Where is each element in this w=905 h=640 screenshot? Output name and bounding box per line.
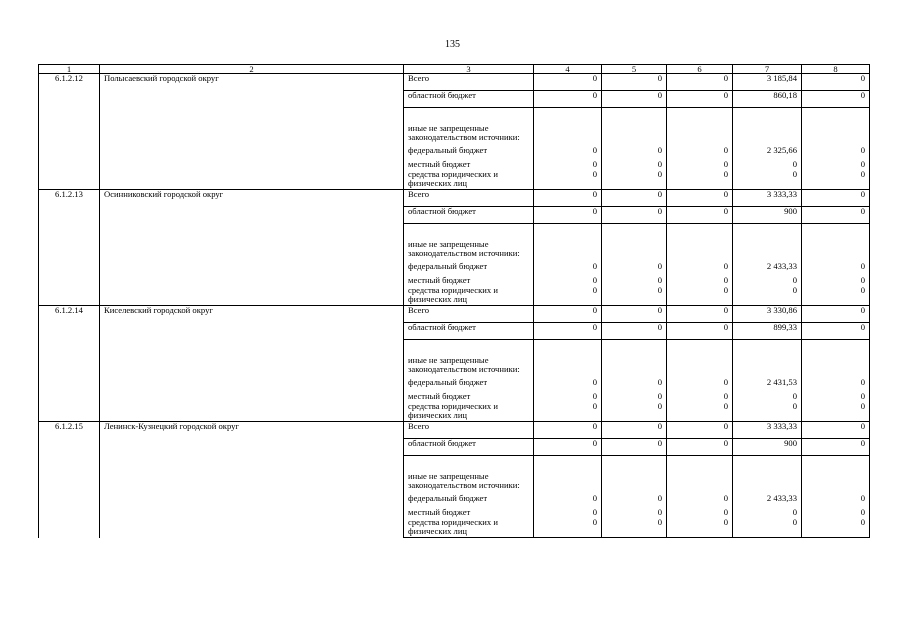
funding-source-label: областной бюджет [404,91,534,108]
table-cell: 0 [802,456,870,504]
table-cell: 0 [667,439,733,456]
column-header: 2 [100,65,404,74]
table-cell: 0 [534,190,602,207]
funding-source-label: областной бюджет [404,207,534,224]
municipality-name: Киселевский городской округ [100,306,404,422]
table-cell: 0 [733,388,802,402]
column-header: 5 [602,65,667,74]
table-cell: 0 [602,156,667,170]
table-cell: 0 [602,74,667,91]
table-cell: 0 [667,156,733,170]
other-sources-label: иные не запрещенные законодательством источники: [408,470,520,491]
table-cell: 0 [667,388,733,402]
funding-source-label: средства юридических и физических лиц [404,286,534,306]
table-cell: 0 [667,190,733,207]
table-cell: 0 [667,272,733,286]
table-cell: 900 [733,439,802,456]
table-cell: 0 [534,272,602,286]
table-cell: 2 431,53 [733,340,802,388]
table-cell: 2 325,66 [733,108,802,156]
table-cell: 0 [667,340,733,388]
table-cell: 0 [802,422,870,439]
table-cell: 0 [667,504,733,518]
table-cell: 0 [534,402,602,422]
table-cell: 0 [534,340,602,388]
table-cell: 900 [733,207,802,224]
table-cell: 0 [733,518,802,538]
table-cell: 0 [802,74,870,91]
table-row [39,422,870,439]
table-cell: 0 [802,402,870,422]
municipality-name: Полысаевский городской округ [100,74,404,190]
table-cell: 0 [534,108,602,156]
table-cell: 0 [802,286,870,306]
federal-budget-label: федеральный бюджет [408,144,488,155]
table-cell: 3 333,33 [733,422,802,439]
column-header: 3 [404,65,534,74]
table-cell: 0 [602,224,667,272]
table-cell: 899,33 [733,323,802,340]
table-cell: 0 [602,340,667,388]
table-cell: 0 [802,207,870,224]
table-cell: 0 [534,323,602,340]
table-cell: 0 [602,422,667,439]
budget-table [38,64,870,538]
table-cell: 0 [534,439,602,456]
column-header: 4 [534,65,602,74]
table-cell: 0 [667,207,733,224]
funding-source-label: местный бюджет [404,388,534,402]
funding-source-label: местный бюджет [404,156,534,170]
table-cell: 2 433,33 [733,456,802,504]
funding-source-label [404,456,534,504]
table-cell: 0 [802,224,870,272]
table-cell: 0 [602,207,667,224]
table-cell: 0 [667,306,733,323]
funding-source-label: местный бюджет [404,272,534,286]
table-cell: 0 [802,170,870,190]
table-cell: 0 [602,272,667,286]
table-cell: 0 [602,190,667,207]
table-cell: 0 [602,323,667,340]
row-code: 6.1.2.13 [39,190,100,306]
funding-source-label: Всего [404,74,534,91]
funding-source-label: Всего [404,422,534,439]
table-cell: 0 [802,156,870,170]
table-cell: 0 [534,518,602,538]
table-cell: 0 [534,504,602,518]
funding-source-label [404,108,534,156]
table-cell: 0 [534,286,602,306]
table-cell: 3 333,33 [733,190,802,207]
table-cell: 0 [667,456,733,504]
other-sources-label: иные не запрещенные законодательством источники: [408,354,520,375]
funding-source-label: Всего [404,190,534,207]
table-cell: 0 [802,108,870,156]
table-cell: 3 330,86 [733,306,802,323]
table-cell: 0 [534,74,602,91]
column-header: 6 [667,65,733,74]
municipality-name: Ленинск-Кузнецкий городской округ [100,422,404,538]
table-cell: 2 433,33 [733,224,802,272]
funding-source-label: средства юридических и физических лиц [404,170,534,190]
table-cell: 0 [534,91,602,108]
table-cell: 0 [602,456,667,504]
table-cell: 0 [602,518,667,538]
federal-budget-label: федеральный бюджет [408,260,488,271]
table-row [39,306,870,323]
table-cell: 0 [802,272,870,286]
table-cell: 0 [534,224,602,272]
table-cell: 0 [667,224,733,272]
funding-source-label: Всего [404,306,534,323]
table-cell: 0 [733,286,802,306]
table-cell: 0 [534,422,602,439]
table-cell: 0 [802,518,870,538]
table-cell: 0 [667,108,733,156]
table-cell: 0 [733,156,802,170]
table-cell: 860,18 [733,91,802,108]
table-cell: 0 [802,306,870,323]
row-code: 6.1.2.12 [39,74,100,190]
table-cell: 0 [667,402,733,422]
table-cell: 0 [667,422,733,439]
table-cell: 0 [802,190,870,207]
table-cell: 0 [534,456,602,504]
other-sources-label: иные не запрещенные законодательством источники: [408,122,520,143]
table-cell: 0 [602,306,667,323]
table-cell: 0 [534,170,602,190]
table-cell: 0 [602,504,667,518]
table-cell: 0 [667,170,733,190]
funding-source-label: средства юридических и физических лиц [404,518,534,538]
row-code: 6.1.2.15 [39,422,100,538]
funding-source-label: местный бюджет [404,504,534,518]
table-cell: 0 [733,402,802,422]
federal-budget-label: федеральный бюджет [408,376,488,387]
table-cell: 0 [534,207,602,224]
table-row [39,190,870,207]
table-cell: 0 [802,91,870,108]
table-cell: 0 [802,388,870,402]
table-cell: 0 [733,504,802,518]
table-row [39,74,870,91]
funding-source-label [404,224,534,272]
table-cell: 0 [802,504,870,518]
table-cell: 0 [733,170,802,190]
column-header: 8 [802,65,870,74]
table-cell: 0 [602,91,667,108]
table-body [39,74,870,538]
table-cell: 0 [602,388,667,402]
funding-source-label: областной бюджет [404,323,534,340]
table-cell: 0 [802,340,870,388]
table-cell: 0 [534,306,602,323]
table-cell: 0 [534,388,602,402]
funding-source-label [404,340,534,388]
municipality-name: Осинниковский городской округ [100,190,404,306]
row-code: 6.1.2.14 [39,306,100,422]
table-cell: 0 [602,286,667,306]
table-cell: 0 [667,91,733,108]
column-header: 7 [733,65,802,74]
table-cell: 0 [802,439,870,456]
table-cell: 0 [667,74,733,91]
table-cell: 0 [733,272,802,286]
table-cell: 0 [802,323,870,340]
table-cell: 0 [602,170,667,190]
table-cell: 0 [534,156,602,170]
federal-budget-label: федеральный бюджет [408,492,488,503]
page-number: 135 [445,39,460,50]
table-cell: 0 [667,323,733,340]
column-number-row [39,65,870,74]
table-cell: 0 [602,402,667,422]
table-cell: 3 185,84 [733,74,802,91]
funding-source-label: средства юридических и физических лиц [404,402,534,422]
column-header: 1 [39,65,100,74]
funding-source-label: областной бюджет [404,439,534,456]
table-cell: 0 [667,518,733,538]
other-sources-label: иные не запрещенные законодательством источники: [408,238,520,259]
table-cell: 0 [667,286,733,306]
table-cell: 0 [602,439,667,456]
table-cell: 0 [602,108,667,156]
